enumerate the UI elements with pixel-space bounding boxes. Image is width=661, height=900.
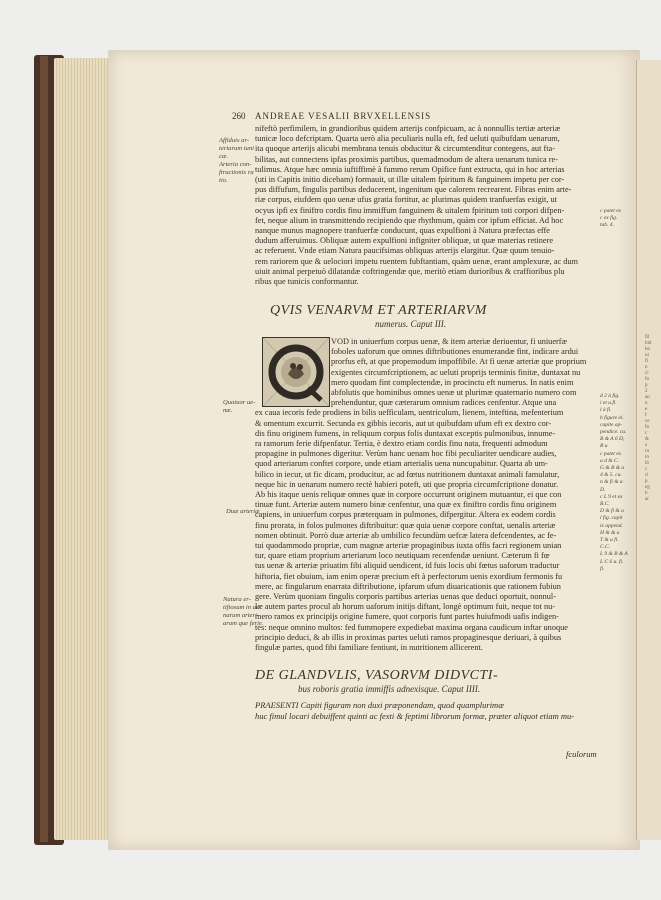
margin-note-line: b figure ei. bbox=[600, 414, 624, 421]
text-line: PRAESENTI Capiti figuram non duxi præponendam, quod quamplurimæ bbox=[255, 700, 504, 710]
margin-note-line: n & fi & a bbox=[600, 479, 623, 486]
text-line: bilitas, aut connectens ipfas proximis partibus, quemadmodum de altera uenarum tunica re- bbox=[255, 154, 558, 164]
text-line: ocyus ipfi ex finiftro cordis finu immiffum fanguinem & uitalem fpiritum toti corpori difpen- bbox=[255, 205, 565, 215]
text-line: dudum afferuimus. Obliquæ autem expulfioni infigniter obliquæ, ut quæ materias retinere bbox=[255, 236, 554, 246]
margin-note-line: fi. bbox=[600, 565, 605, 572]
text-line: ita quoque arterijs alicubi membrana tenuis obducitur & circumtenditur contegens, aut fta- bbox=[255, 144, 555, 154]
margin-note-line: Arteria con- bbox=[219, 161, 252, 168]
chapter-4-subtitle: bus roboris gratia immiffis adnexisque. Caput IIII. bbox=[298, 684, 481, 694]
text-line: tus uenæ & arteriæ priuatim fibi aliquid uendicent, id fuis locis ubi fœtus uaforum traductur bbox=[255, 561, 560, 571]
text-line: tes: neque omnino multos: fed fummopere expediebat maxima organa caudicum inftar unoque bbox=[255, 622, 568, 632]
text-line: ac referuent. Vnde etiam Natura paucifsimas obliquas arterijs elargitur. Quæ quum tenuio- bbox=[255, 246, 555, 256]
running-title: ANDREAE VESALII BRVXELLENSIS bbox=[255, 111, 432, 121]
text-line: fet, neque alium in transmittendo recipiendo que rhythmum, quàm cor ipfum efficiat. Ad hoc bbox=[255, 215, 564, 225]
paragraph-3 bbox=[255, 700, 597, 721]
margin-note-line: l fig. capit bbox=[600, 515, 623, 522]
text-line: principio deduci, & ab illis in proximas partes ueluti ramos propaginesque deriuari, à quibus bbox=[255, 632, 562, 642]
margin-note-line: D. bbox=[600, 486, 606, 493]
margin-note-line: T & u fi. bbox=[600, 537, 619, 544]
margin-note-line: cæ. bbox=[219, 153, 228, 160]
text-line: pus diffufum, fingulis partibus deducerent, ingenitum que calorem recrearent. Fibras enim arte- bbox=[255, 185, 572, 195]
left-margin-notes-1 bbox=[219, 137, 259, 185]
margin-note-line: Natura er- bbox=[223, 596, 251, 603]
margin-note-line: næ. bbox=[223, 407, 233, 414]
text-line: hiftoria, fiet obuium, iam enim operæ precium eft à perfectorum uenis exordium fermonis fu bbox=[255, 571, 563, 581]
text-line: riæ corpus, eiufdem quo uenæ ufus gratia fortitur, ac plurimas quidem tranfuerfas exigit, ut bbox=[255, 195, 557, 205]
margin-note-line: B u bbox=[600, 443, 608, 450]
text-line: rem rariorem que & uelociori impetu ruentem fubftantiam, quàm uenæ, erant amplexuræ, ac dum bbox=[255, 256, 579, 266]
text-line: quod arteriarum conftet corpore, unde etiam arterialis uena nuncupabitur. Quarta ab um- bbox=[255, 459, 548, 469]
text-line: tui quodammodo propriæ, cum magnæ arteriæ propaginibus iuxta offis facri regionem unian bbox=[255, 541, 562, 551]
text-line: foboles uaforum que omnes diftributiones enumerandæ fint, indicare ardui bbox=[331, 347, 579, 357]
text-line: huc fimul locari debuiffent quinti ac fexti & feptimi librorum formæ, præter aliquot etiam mu- bbox=[255, 710, 575, 721]
text-line: bilico in iecur, ut fic dicam, producitur, ac ad fœtus nutritionem duntaxat animali famulatur, bbox=[255, 469, 560, 479]
margin-note-line: c patet ex bbox=[600, 208, 622, 214]
text-line: tur, quare etiam proprium arteriarum loco neutiquam recenfendæ ueniunt. Cæterum fi fœ bbox=[255, 551, 550, 561]
margin-note-line: H & & a bbox=[600, 529, 620, 536]
text-line: propagine in pulmones digeritur. Verùm hanc uenam hoc fibi peculiariter uendicare audies, bbox=[255, 449, 557, 459]
catchword: fculorum bbox=[566, 749, 597, 759]
page-number: 260 bbox=[232, 111, 246, 121]
text-line: tulimus. Atque hæc omnia iuftiffimè à fummo rerum Opifice funt extructa, qui in hoc arterias bbox=[255, 164, 565, 174]
margin-note-line: i et u.fi. bbox=[600, 400, 617, 407]
text-line: nanque munus magnopere tranfuerfæ conducunt, quas expulfioni à Natura præfectas effe bbox=[255, 226, 550, 236]
margin-note-line: narum arteri- bbox=[223, 612, 260, 619]
text-line: nomen obtinuit. Porrò duæ arteriæ ab umbilico fecundùm uefcæ latera defcendentes, ac fe- bbox=[255, 530, 557, 540]
chapter-3-title: QVIS VENARVM ET ARTERIARVM bbox=[270, 303, 487, 318]
margin-note-line: tio. bbox=[219, 177, 228, 184]
margin-note-line: ftructionis ra bbox=[219, 169, 254, 176]
text-line: prehenduntur, quæ cæterarum omnium radices cenfentur. Atque una bbox=[331, 398, 557, 408]
right-margin-notes-1 bbox=[600, 208, 634, 230]
margin-note-line: Affiduis ar- bbox=[219, 137, 250, 144]
paragraph-2 bbox=[255, 337, 597, 653]
text-line: ex caua iecoris fede prodiens in bilis uefficulam, uentriculum, lienem, inteftina, mefenterium bbox=[255, 408, 564, 418]
margin-note-line: arum que ferie. bbox=[223, 620, 264, 627]
text-line: gere. Verùm quoniam fingulis corporis partibus arterias uenas que deduci oportuit, nonnul- bbox=[255, 592, 556, 602]
text-line: tunicæ loco defcriptam. Quarta uerò alia peculiaris nulla eft, fed ueluti quibufdam uenarum, bbox=[255, 134, 560, 144]
text-line: nifeftò perfimilem, in grandioribus quidem arterijs confpicuam, ac à nonnullis tertiæ arteriæ bbox=[255, 124, 561, 133]
margin-note-line: Quatuor ue- bbox=[223, 399, 256, 406]
text-line: finu prorata, in folos pulmones diftribuitur: quæ quia uenæ corpore conftat, uenalis arteriæ bbox=[255, 520, 556, 530]
margin-note-line: L 9 & B & A bbox=[600, 551, 628, 558]
text-line: (uti in Capitis initio dicebam) formauit, ut illæ uitalem fpiritum & fanguinem impetu per cor- bbox=[255, 175, 565, 185]
margin-note-line: tab. 4. bbox=[600, 222, 614, 229]
text-line: mero ramos ex principijs origine fumere, quot corporis funt partes huiufmodi uafis indigen- bbox=[255, 612, 559, 622]
facing-page-margin: fil bid ho ui fl n ci fo p 2 an n e f ce fo c & s ru in ib c ri p eg b ar bbox=[645, 335, 652, 502]
margin-note-natura bbox=[223, 596, 264, 628]
margin-note-line: B & A 6 D, bbox=[600, 436, 625, 443]
margin-note-duae-arteriae bbox=[226, 508, 258, 516]
text-line: læ autem partes procul ab horum uaforum initijs diftant, longè optimum fuit, neque tot nu- bbox=[255, 602, 556, 612]
margin-note-line: d 2 à fig. bbox=[600, 393, 620, 399]
margin-note-line: c patet ex bbox=[600, 450, 622, 457]
margin-note-line: 4 & 5. cu. bbox=[600, 472, 622, 479]
right-margin-notes-2 bbox=[600, 393, 634, 573]
margin-note-line: C.C. bbox=[600, 544, 611, 551]
text-line: uiuit animal perpetuò dilatandæ coftringendæ que, meritò etiam durioribus & craffioribus plu bbox=[255, 266, 565, 276]
margin-note-line: teriarum tuni bbox=[219, 145, 254, 152]
margin-note-line: a d & C. bbox=[600, 457, 619, 464]
margin-note-line: G & B & a bbox=[600, 465, 625, 472]
margin-note-line: D & fi & a bbox=[600, 508, 624, 515]
text-line: capiens, in uniuerfum corpus præterquam in pulmones, difpergitur. Altera ex eodem cordis bbox=[255, 510, 556, 520]
margin-note-line: tifiosum in ue- bbox=[223, 604, 262, 611]
text-line: fingulæ partes, quod fibi familiare fentiunt, in nutritionem allicerent. bbox=[255, 643, 483, 653]
margin-note-line: l à fi. bbox=[600, 407, 612, 414]
text-line: ribus que tunicis conformantur. bbox=[255, 277, 359, 287]
margin-note-quatuor-uenae bbox=[223, 399, 255, 415]
margin-note-line: c L 9 et ex bbox=[600, 493, 623, 500]
book-spine-edge bbox=[40, 56, 48, 842]
margin-note-line: capite ap- bbox=[600, 421, 623, 428]
text-line: mere, ac fingularum enarrata diftributione, ipfarum ufum diuaricationis que rationem fubiun bbox=[255, 581, 561, 591]
margin-note-line: B.C. bbox=[600, 501, 610, 508]
text-line: exigentes circumfcriptionem, ac ueluti proprijs terminis finitæ, duntaxat nu bbox=[331, 367, 581, 377]
chapter-4-title: DE GLANDVLIS, VASORVM DIDVCTI- bbox=[255, 668, 499, 683]
text-line: tinuæ funt. Arteriæ autem numero binæ cenfentur, una quæ ex finiftro cordis finu originem bbox=[255, 500, 557, 510]
paragraph-1 bbox=[255, 124, 597, 287]
text-line: dis finu originem fumens, in reliquum corpus folis duntaxat exceptis pulmonibus, innume- bbox=[255, 428, 556, 438]
text-line: neque hic in uenarum numero rectè habieri poteft, uti que propria circumfcriptione donatur. bbox=[255, 479, 559, 489]
text-line: mero quodam fint complectendæ, in procinctu eft numerus. In natis enim bbox=[331, 377, 574, 387]
text-line: & omentum excurrit. Secunda ex gibbis iecoris, aut ut quibufdam ufum eft ex dextro cor- bbox=[255, 418, 552, 428]
text-line: prorfus eft, at que propemodum impoffibile. At fi uenæ arteriæ que proprium bbox=[331, 357, 587, 367]
margin-note-line: L C 6 u. fi. bbox=[600, 558, 624, 565]
text-line: VOD in uniuerfum corpus uenæ, & item arteriæ deriuentur, fi uniuerfæ bbox=[331, 337, 568, 346]
margin-note-line: pendice. cu. bbox=[600, 429, 627, 436]
text-line: abfolutis que hominibus omnes uenæ ut plurimæ quaternario numero com bbox=[331, 388, 577, 398]
margin-note-line: ix append. bbox=[600, 522, 623, 529]
text-line: ra ramorum ferie difpenfatur. Tertia, è dextro etiam cordis finu nata, frequenti admodum bbox=[255, 439, 548, 449]
margin-note-line: c ex fig. bbox=[600, 215, 618, 222]
page-edges bbox=[54, 58, 114, 840]
margin-note-line: Duæ arteriæ bbox=[226, 508, 260, 515]
chapter-3-subtitle: numerus. Caput III. bbox=[375, 319, 446, 329]
text-line: Ab his itaque uenis reliquæ omnes quæ in corpore occurrunt originem mutuantur, ei que con bbox=[255, 490, 562, 500]
